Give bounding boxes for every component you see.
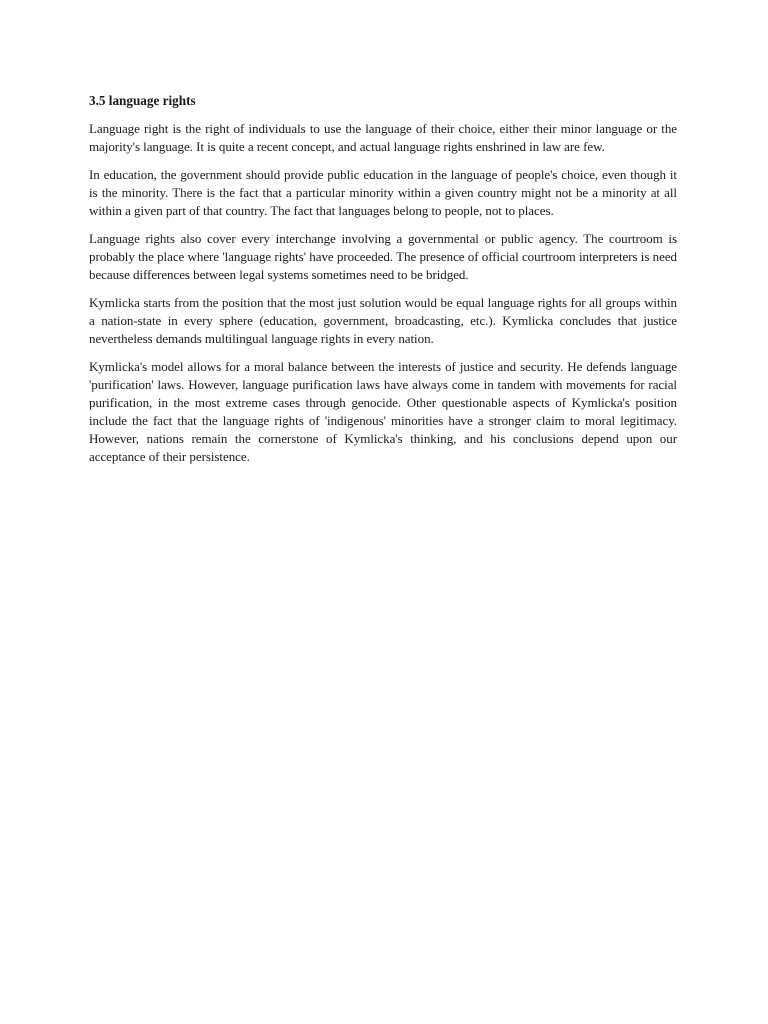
section-heading: 3.5 language rights	[89, 93, 196, 108]
paragraph-language-right-definition: Language right is the right of individuals to use the language of their choice, either their minor language or the majority's language. It is quite a recent concept, and actual language rights enshrined in law are few.	[89, 121, 677, 154]
paragraph-kymlicka-model: Kymlicka's model allows for a moral balance between the interests of justice and security. He defends language 'purification' laws. However, language purification laws have always come in tandem with movements for racial purification, in the most extreme cases through genocide. Other questionable aspects of Kymlicka's position include the fact that the language rights of 'indigenous' minorities have a stronger claim to moral legitimacy. However, nations remain the cornerstone of Kymlicka's thinking, and his conclusions depend upon our acceptance of their persistence.	[89, 359, 677, 464]
document-page	[89, 92, 677, 476]
paragraph-education: In education, the government should provide public education in the language of people's choice, even though it is the minority. There is the fact that a particular minority within a given country might not be a minority at all within a given part of that country. The fact that languages belong to people, not to places.	[89, 167, 677, 218]
paragraph-kymlicka-position: Kymlicka starts from the position that the most just solution would be equal language rights for all groups within a nation-state in every sphere (education, government, broadcasting, etc.). Kymlicka concludes that justice nevertheless demands multilingual language rights in every nation.	[89, 295, 677, 346]
paragraph-governmental-interchange: Language rights also cover every interchange involving a governmental or public agency. The courtroom is probably the place where 'language rights' have proceeded. The presence of official courtroom interpreters is need because differences between legal systems sometimes need to be bridged.	[89, 231, 677, 282]
